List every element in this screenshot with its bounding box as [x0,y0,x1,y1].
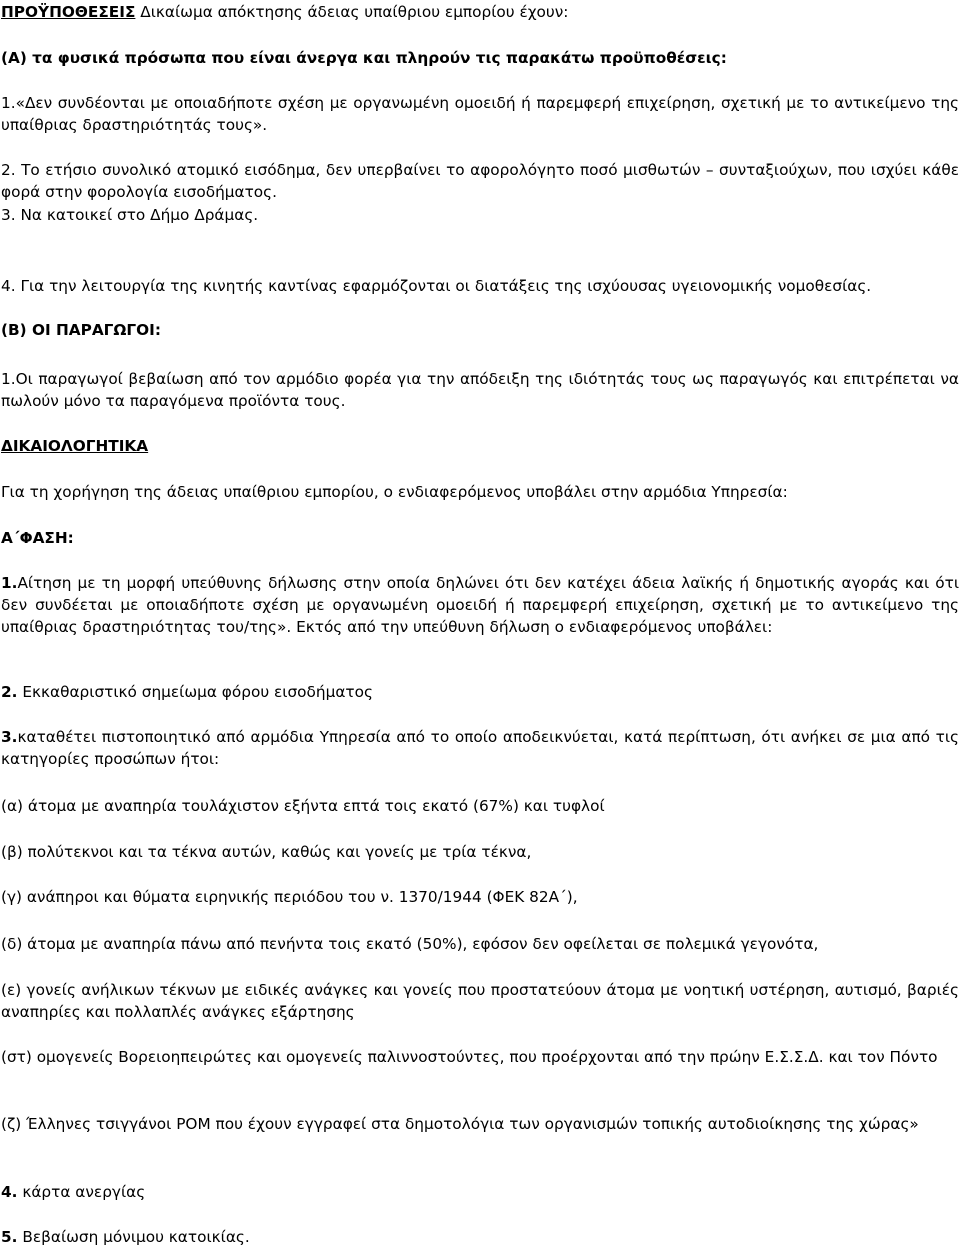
document-item-5-number: 5. [1,1228,18,1246]
document-item-4-text: κάρτα ανεργίας [17,1183,146,1201]
heading-text: Δικαίωμα απόκτησης άδειας υπαίθριου εμπορίου έχουν: [135,3,569,21]
document-item-3 [1,726,959,770]
heading-label: ΠΡΟΫΠΟΘΕΣΕΙΣ [1,3,136,21]
document-item-5 [1,1226,959,1248]
phase-title: Α΄ΦΑΣΗ: [1,529,74,547]
document-item-4 [1,1181,959,1203]
document-item-1-number: 1. [1,574,18,592]
document-item-2 [1,681,959,703]
document-item-5-text: Βεβαίωση μόνιμου κατοικίας. [17,1228,250,1246]
section-a-item-2: 2. Το ετήσιο συνολικό ατομικό εισόδημα, δεν υπερβαίνει το αφορολόγητο ποσό μισθωτών – συνταξιούχων, που ισχύει κάθε φορά στην φορολογία εισοδήματος. [1,161,959,201]
document-item-2-number: 2. [1,683,18,701]
category-d: (δ) άτομα με αναπηρία πάνω από πενήντα τοις εκατό (50%), εφόσον δεν οφείλεται σε πολεμικά γεγονότα, [1,935,819,953]
section-a-item-3: 3. Να κατοικεί στο Δήμο Δράμας. [1,206,259,224]
documents-title: ΔΙΚΑΙΟΛΟΓΗΤΙΚΑ [1,437,149,455]
documents-intro: Για τη χορήγηση της άδειας υπαίθριου εμπορίου, ο ενδιαφερόμενος υποβάλει στην αρμόδια Υπηρεσία: [1,483,788,501]
category-z: (ζ) Έλληνες τσιγγάνοι ΡΟΜ που έχουν εγγραφεί στα δημοτολόγια των οργανισμών τοπικής αυτοδιοίκησης της χώρας» [1,1115,919,1133]
section-b-item-1: 1.Οι παραγωγοί βεβαίωση από τον αρμόδιο φορέα για την απόδειξη της ιδιότητάς τους ως παραγωγός και επιτρέπεται να πωλούν μόνο τα παραγόμενα προϊόντα τους. [1,370,959,410]
section-a-item-4: 4. Για την λειτουργία της κινητής καντίνας εφαρμόζονται οι διατάξεις της ισχύουσας υγειονομικής νομοθεσίας. [1,277,872,295]
category-b: (β) πολύτεκνοι και τα τέκνα αυτών, καθώς και γονείς με τρία τέκνα, [1,843,532,861]
category-e: (ε) γονείς ανήλικων τέκνων με ειδικές ανάγκες και γονείς που προστατεύουν άτομα με νοητική υστέρηση, αυτισμό, βαριές αναπηρίες και πολλαπλές ανάγκες εξάρτησης [1,981,959,1021]
category-a: (α) άτομα με αναπηρία τουλάχιστον εξήντα επτά τοις εκατό (67%) και τυφλοί [1,797,605,815]
document-item-4-number: 4. [1,1183,18,1201]
document-item-3-number: 3. [1,728,18,746]
document-item-3-text: καταθέτει πιστοποιητικό από αρμόδια Υπηρεσία από το οποίο αποδεικνύεται, κατά περίπτωση, ότι ανήκει σε μια από τις κατηγορίες προσώπων ήτοι: [1,728,959,768]
document-item-1-text: Αίτηση με τη μορφή υπεύθυνης δήλωσης στην οποία δηλώνει ότι δεν κατέχει άδεια λαϊκής ή δημοτικής αγοράς και ότι δεν συνδέεται με οποιαδήποτε σχέση με οργανωμένη ομοειδή ή παρεμφερή επιχείρηση, σχετική με το αντικείμενο της υπαίθριας δραστηριότητας του/της». Εκτός από την υπεύθυνη δήλωση ο ενδιαφερόμενος υποβάλει: [1,574,959,636]
section-b-title: (Β) ΟΙ ΠΑΡΑΓΩΓΟΙ: [1,321,161,339]
category-st: (στ) ομογενείς Βορειοηπειρώτες και ομογενείς παλιννοστούντες, που προέρχονται από την πρώην Ε.Σ.Σ.Δ. και τον Πόντο [1,1048,938,1066]
document-item-1 [1,572,959,638]
section-a-title: (Α) τα φυσικά πρόσωπα που είναι άνεργα και πληρούν τις παρακάτω προϋποθέσεις: [1,49,727,67]
document-item-2-text: Εκκαθαριστικό σημείωμα φόρου εισοδήματος [17,683,373,701]
category-c: (γ) ανάπηροι και θύματα ειρηνικής περιόδου του ν. 1370/1944 (ΦΕΚ 82Α΄), [1,888,578,906]
heading-line [1,1,959,23]
section-a-item-1: 1.«Δεν συνδέονται με οποιαδήποτε σχέση με οργανωμένη ομοειδή ή παρεμφερή επιχείρηση, σχετική με το αντικείμενο της υπαίθριας δραστηριότητάς τους». [1,94,959,134]
